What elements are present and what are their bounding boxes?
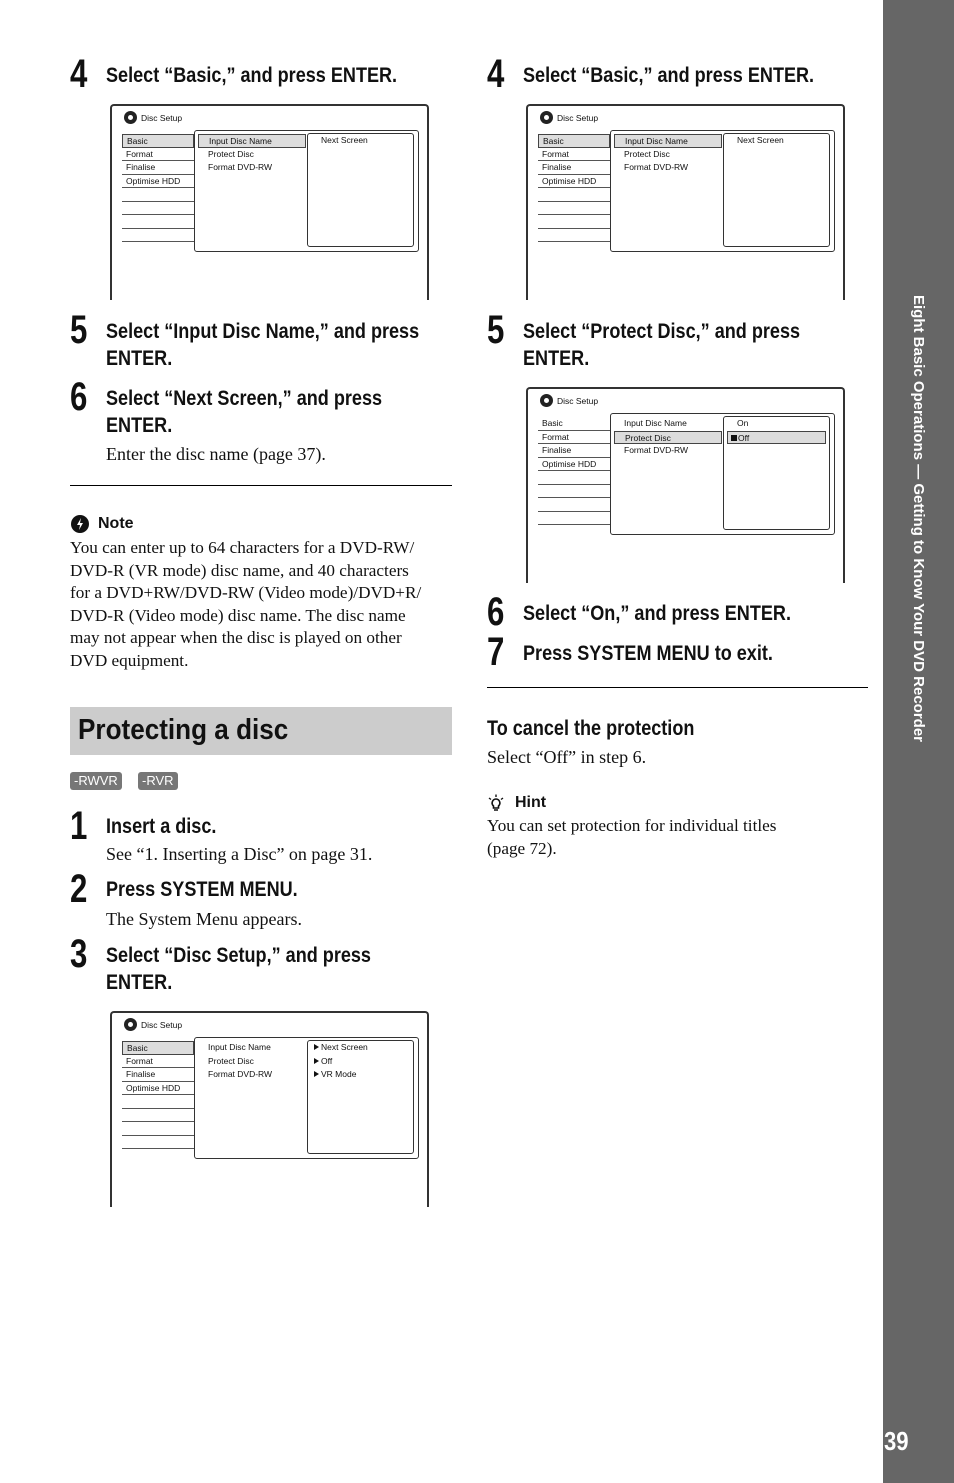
disc-type-badge: -RVR: [138, 772, 178, 790]
options-panel: [194, 1037, 419, 1159]
screen-title: Disc Setup: [540, 111, 598, 124]
subsection-heading: To cancel the protection: [487, 717, 695, 740]
sub-panel: [307, 1040, 414, 1154]
menu-divider: [538, 485, 610, 499]
value-off: Off: [308, 1055, 413, 1069]
step-heading: Press SYSTEM MENU to exit.: [523, 642, 773, 665]
note-line: for a DVD+RW/DVD-RW (Video mode)/DVD+R/: [70, 583, 422, 602]
subsection-text: Select “Off” in step 6.: [487, 747, 647, 767]
step-heading: Select “Next Screen,” and press: [106, 387, 383, 410]
menu-item-finalise: Finalise: [538, 444, 610, 458]
option-protect-disc: Protect Disc: [208, 1055, 254, 1066]
disc-setup-screen-basic: [110, 104, 429, 300]
note-label: Note: [98, 515, 134, 532]
step-heading: Select “Disc Setup,” and press: [106, 944, 371, 967]
menu-divider: [122, 1095, 194, 1109]
screen-title: Disc Setup: [540, 394, 598, 407]
step-heading-cont: ENTER.: [523, 347, 590, 370]
step-number: 4: [70, 52, 88, 96]
option-format-dvd-rw: Format DVD-RW: [208, 1069, 273, 1079]
section-heading-bar: [70, 707, 452, 755]
screen-title: Disc Setup: [124, 1018, 182, 1031]
note-line: You can enter up to 64 characters for a DVD-RW/: [70, 538, 415, 557]
menu-item-optimise-hdd: Optimise HDD: [122, 175, 194, 189]
screen-title: Disc Setup: [124, 111, 182, 124]
hint-line: (page 72).: [487, 839, 557, 858]
step-description: See “1. Inserting a Disc” on page 31.: [106, 844, 373, 864]
note-line: DVD-R (VR mode) disc name, and 40 characters: [70, 561, 409, 580]
step-heading: Insert a disc.: [106, 815, 217, 838]
step-number: 4: [487, 52, 505, 96]
option-input-disc-name: Input Disc Name: [198, 134, 306, 148]
menu-item-finalise: Finalise: [122, 161, 194, 175]
divider: [487, 687, 868, 688]
menu-divider: [538, 471, 610, 485]
menu-item-format: Format: [122, 148, 194, 162]
menu-divider: [122, 188, 194, 202]
step-number: 5: [70, 308, 88, 352]
menu-divider: [122, 202, 194, 216]
menu-item-format: Format: [538, 148, 610, 162]
value-next-screen: Next Screen: [308, 1041, 413, 1055]
option-protect-disc: Protect Disc: [624, 148, 670, 159]
step-heading: Press SYSTEM MENU.: [106, 878, 298, 901]
note-line: DVD-R (Video mode) disc name. The disc name: [70, 606, 406, 625]
option-input-disc-name: Input Disc Name: [208, 1042, 271, 1052]
step-description: The System Menu appears.: [106, 909, 302, 929]
step-number: 7: [487, 630, 505, 674]
step-number: 5: [487, 308, 505, 352]
options-panel: [610, 130, 835, 252]
menu-divider: [122, 1122, 194, 1136]
step-heading-cont: ENTER.: [106, 347, 173, 370]
menu-divider: [122, 1109, 194, 1123]
sub-panel: [307, 133, 414, 247]
page-number: 39: [884, 1426, 909, 1456]
options-panel: [194, 130, 419, 252]
disc-setup-screen-basic: [526, 104, 845, 300]
chapter-title-vertical: Eight Basic Operations — Getting to Know Your DVD Recorder: [910, 295, 927, 742]
menu-item-optimise-hdd: Optimise HDD: [538, 458, 610, 472]
disc-icon: [540, 111, 553, 124]
hint-icon: [487, 794, 505, 812]
menu-item-finalise: Finalise: [122, 1068, 194, 1082]
note-icon: [71, 515, 89, 533]
menu-item-format: Format: [122, 1055, 194, 1069]
section-title: Protecting a disc: [78, 714, 289, 746]
option-format-dvd-rw: Format DVD-RW: [624, 162, 689, 172]
option-protect-disc: Protect Disc: [208, 148, 254, 159]
step-heading: Select “Protect Disc,” and press: [523, 320, 801, 343]
menu-item-format: Format: [538, 431, 610, 445]
left-menu: [538, 417, 610, 525]
left-menu: [122, 134, 194, 242]
option-next-screen: Next Screen: [321, 135, 368, 145]
step-heading-cont: ENTER.: [106, 414, 173, 437]
step-description: Enter the disc name (page 37).: [106, 444, 326, 464]
step-number: 3: [70, 932, 88, 976]
divider: [70, 485, 452, 486]
disc-icon: [124, 1018, 137, 1031]
disc-icon: [124, 111, 137, 124]
left-menu: [538, 134, 610, 242]
menu-item-basic: Basic: [538, 134, 610, 148]
note-line: may not appear when the disc is played on other: [70, 628, 402, 647]
menu-item-optimise-hdd: Optimise HDD: [538, 175, 610, 189]
menu-item-finalise: Finalise: [538, 161, 610, 175]
step-heading: Select “Basic,” and press ENTER.: [106, 64, 398, 87]
option-format-dvd-rw: Format DVD-RW: [624, 445, 689, 455]
option-off: Off: [727, 431, 826, 445]
menu-divider: [538, 512, 610, 526]
menu-divider: [538, 498, 610, 512]
menu-item-basic: Basic: [122, 134, 194, 148]
menu-divider: [538, 229, 610, 243]
left-menu: [122, 1041, 194, 1149]
step-number: 2: [70, 867, 88, 911]
sub-panel: [723, 416, 830, 530]
step-number: 1: [70, 804, 88, 848]
menu-divider: [538, 215, 610, 229]
menu-divider: [122, 229, 194, 243]
menu-divider: [538, 202, 610, 216]
option-on: On: [737, 418, 749, 428]
disc-setup-screen-protect: [526, 387, 845, 583]
menu-divider: [122, 1136, 194, 1150]
value-vr-mode: VR Mode: [308, 1068, 413, 1082]
sub-panel: [723, 133, 830, 247]
disc-setup-screen-overview: [110, 1011, 429, 1207]
hint-line: You can set protection for individual titles: [487, 816, 777, 835]
menu-item-basic: Basic: [122, 1041, 194, 1055]
menu-item-optimise-hdd: Optimise HDD: [122, 1082, 194, 1096]
option-next-screen: Next Screen: [737, 135, 784, 145]
note-line: DVD equipment.: [70, 651, 189, 670]
step-heading: Select “Basic,” and press ENTER.: [523, 64, 815, 87]
menu-divider: [538, 188, 610, 202]
menu-item-basic: Basic: [538, 417, 610, 431]
option-input-disc-name: Input Disc Name: [614, 134, 722, 148]
disc-type-badge: -RWVR: [70, 772, 122, 790]
step-heading-cont: ENTER.: [106, 971, 173, 994]
step-number: 6: [70, 375, 88, 419]
step-heading: Select “On,” and press ENTER.: [523, 602, 791, 625]
option-protect-disc: Protect Disc: [614, 431, 722, 445]
option-format-dvd-rw: Format DVD-RW: [208, 162, 273, 172]
option-input-disc-name: Input Disc Name: [624, 418, 687, 428]
step-number: 6: [487, 590, 505, 634]
step-heading: Select “Input Disc Name,” and press: [106, 320, 420, 343]
menu-divider: [122, 215, 194, 229]
disc-icon: [540, 394, 553, 407]
hint-label: Hint: [515, 794, 547, 811]
options-panel: [610, 413, 835, 535]
